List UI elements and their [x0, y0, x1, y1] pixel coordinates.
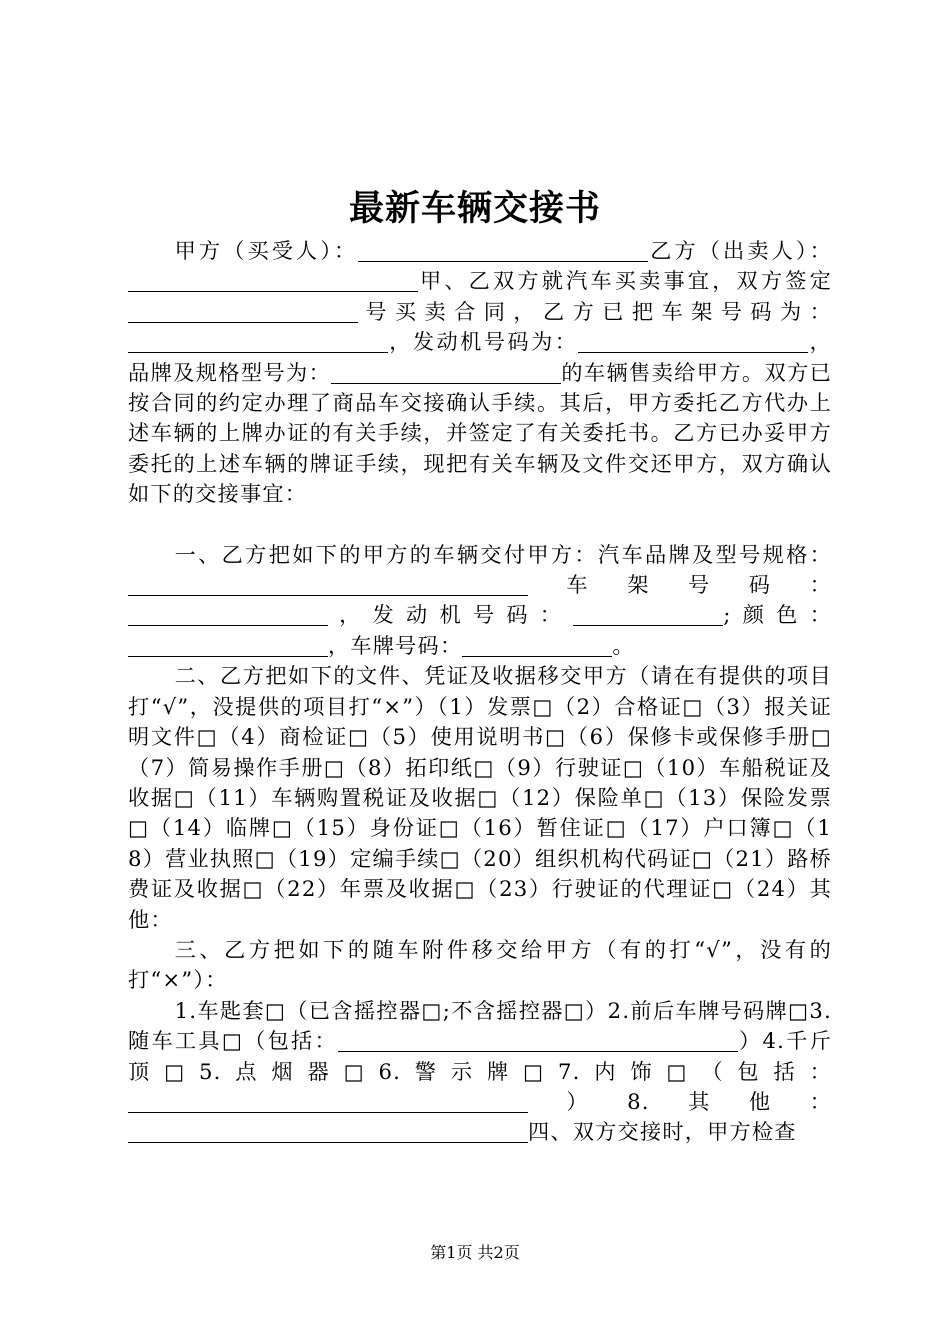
- brand-blank: [331, 362, 561, 384]
- section-three: 三、乙方把如下的随车附件移交给甲方（有的打“√”，没有的打“×”）：: [128, 936, 832, 993]
- engine-blank: [578, 331, 808, 353]
- interior-blank: [128, 1091, 528, 1113]
- color-blank: [128, 635, 328, 657]
- contract-text: 甲、乙双方就汽车买卖事宜，双方签定: [418, 268, 832, 294]
- accessories-text-2: ）4.千斤顶□5.点烟器□6.警示牌□7.内饰□（包括：: [128, 1028, 832, 1084]
- intro-paragraph: [128, 236, 832, 510]
- vin-blank: [128, 331, 388, 353]
- page-title: 最新车辆交接书: [348, 188, 601, 229]
- party-a-label: 甲方（买受人）：: [174, 238, 359, 263]
- section-one-end: 。: [612, 632, 635, 658]
- party-a-blank: [358, 240, 648, 262]
- section-one-vin-label: 车架号码：: [528, 572, 832, 598]
- brand-label: ，品牌及规格型号为：: [128, 329, 832, 385]
- document-body: [128, 236, 832, 1148]
- party-b-blank: [128, 270, 418, 292]
- plate-label: ，车牌号码：: [328, 632, 463, 658]
- section-one: [128, 540, 832, 662]
- section-one-vin-blank: [128, 604, 328, 626]
- party-b-label: 乙方（出卖人）：: [648, 238, 832, 263]
- contract-number-blank: [128, 301, 358, 323]
- section-one-engine-label: ，发动机号码：: [328, 602, 574, 628]
- vin-label: 号买卖合同，乙方已把车架号码为：: [358, 298, 832, 324]
- engine-label: ，发动机号码为：: [388, 329, 579, 355]
- section-one-text: 一、乙方把如下的甲方的车辆交付甲方：汽车品牌及型号规格：: [174, 541, 832, 567]
- section-four-start: 四、双方交接时，甲方检查: [528, 1119, 797, 1145]
- intro-rest: 的车辆售卖给甲方。双方已按合同的约定办理了商品车交接确认手续。其后，甲方委托乙方代办上述车辆的上牌办证的有关手续，并签定了有关委托书。乙方已办妥甲方委托的上述车辆的牌证手续，现把有关车辆及文件交还甲方，双方确认如下的交接事宜：: [128, 359, 832, 507]
- accessories-paragraph: [128, 996, 832, 1148]
- other-label: ）8.其他：: [528, 1088, 832, 1114]
- tools-blank: [338, 1030, 738, 1052]
- color-label: ;颜色：: [723, 602, 832, 628]
- other-blank: [128, 1121, 528, 1143]
- model-blank: [128, 574, 528, 596]
- accessories-text: 1.车匙套□（已含摇控器□;不含摇控器□）2.前后车牌号码牌□3.随车工具□（包括：: [128, 997, 832, 1054]
- page-footer: 第1页 共2页: [430, 1243, 520, 1262]
- plate-blank: [462, 635, 612, 657]
- section-two: 二、乙方把如下的文件、凭证及收据移交甲方（请在有提供的项目打“√”，没提供的项目打“×”）（1）发票□（2）合格证□（3）报关证明文件□（4）商检证□（5）使用说明书□（6）保修卡或保修手册□（7）简易操作手册□（8）拓印纸□（9）行驶证□（10）车船税证及收据□（11）车辆购置税证及收据□（12）保险单□（13）保险发票□（14）临牌□（15）身份证□（16）暂住证□（17）户口簿□（18）营业执照□（19）定编手续□（20）组织机构代码证□（21）路桥费证及收据□（22）年票及收据□（23）行驶证的代理证□（24）其他：: [128, 663, 832, 932]
- section-one-engine-blank: [573, 604, 723, 626]
